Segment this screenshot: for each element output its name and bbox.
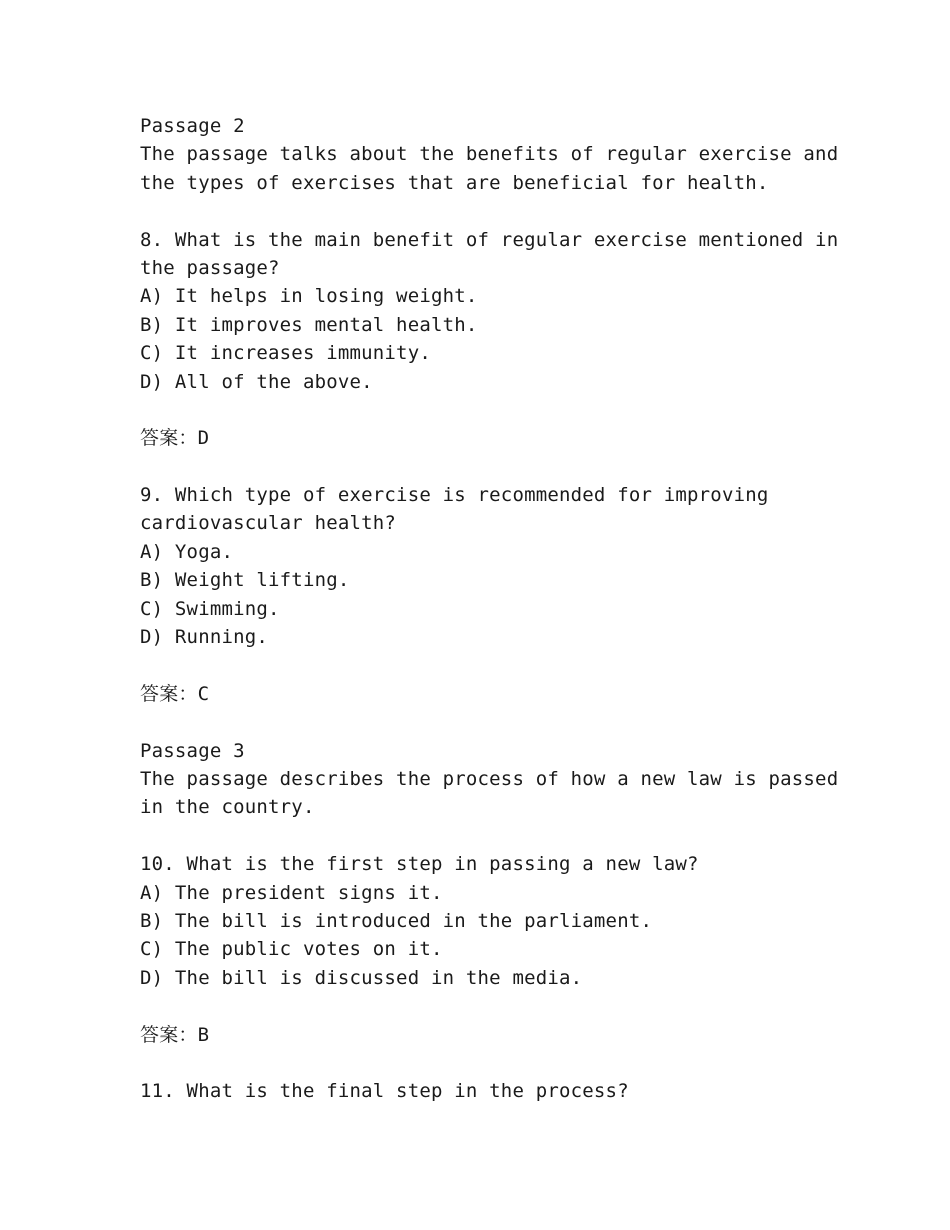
spacer: [140, 822, 820, 850]
option-b: B) It improves mental health.: [140, 313, 478, 336]
option-b: B) Weight lifting.: [140, 569, 350, 592]
spacer: [140, 197, 820, 225]
answer-label: 答案：: [140, 1023, 198, 1046]
answer-label: 答案：: [140, 682, 198, 705]
question-text: 9. Which type of exercise is recommended for improving: [140, 484, 769, 507]
spacer: [140, 651, 820, 679]
option-c: C) It increases immunity.: [140, 342, 431, 365]
spacer: [140, 453, 820, 481]
question-text: 8. What is the main benefit of regular exercise mentioned in: [140, 228, 839, 251]
question-text: cardiovascular health?: [140, 512, 397, 535]
answer-line: [140, 680, 820, 708]
option-d: D) All of the above.: [140, 370, 373, 393]
answer-value: D: [197, 427, 210, 450]
passage-summary-line: The passage describes the process of how a new law is passed: [140, 767, 839, 790]
answer-value: C: [197, 682, 210, 705]
passage-title: Passage 3: [140, 739, 245, 762]
option-b: B) The bill is introduced in the parliament.: [140, 909, 653, 932]
answer-line: [140, 1021, 820, 1049]
option-d: D) The bill is discussed in the media.: [140, 966, 583, 989]
passage-summary-line: the types of exercises that are beneficial for health.: [140, 171, 769, 194]
question-text: 10. What is the first step in passing a new law?: [140, 853, 699, 876]
option-a: A) It helps in losing weight.: [140, 285, 478, 308]
answer-label: 答案：: [140, 427, 198, 450]
option-c: C) Swimming.: [140, 597, 280, 620]
spacer: [140, 1049, 820, 1077]
option-d: D) Running.: [140, 626, 269, 649]
spacer: [140, 992, 820, 1020]
question-text: the passage?: [140, 256, 280, 279]
passage-summary-line: in the country.: [140, 796, 315, 819]
passage-title: Passage 2: [140, 115, 245, 137]
option-a: A) The president signs it.: [140, 881, 443, 904]
passage-summary-line: The passage talks about the benefits of regular exercise and: [140, 143, 839, 166]
document-body: [140, 112, 839, 1106]
option-c: C) The public votes on it.: [140, 938, 443, 961]
answer-value: B: [197, 1023, 210, 1046]
option-a: A) Yoga.: [140, 540, 234, 563]
question-text: 11. What is the final step in the process?: [140, 1080, 629, 1103]
answer-line: [140, 424, 820, 452]
spacer: [140, 708, 820, 736]
spacer: [140, 396, 820, 424]
